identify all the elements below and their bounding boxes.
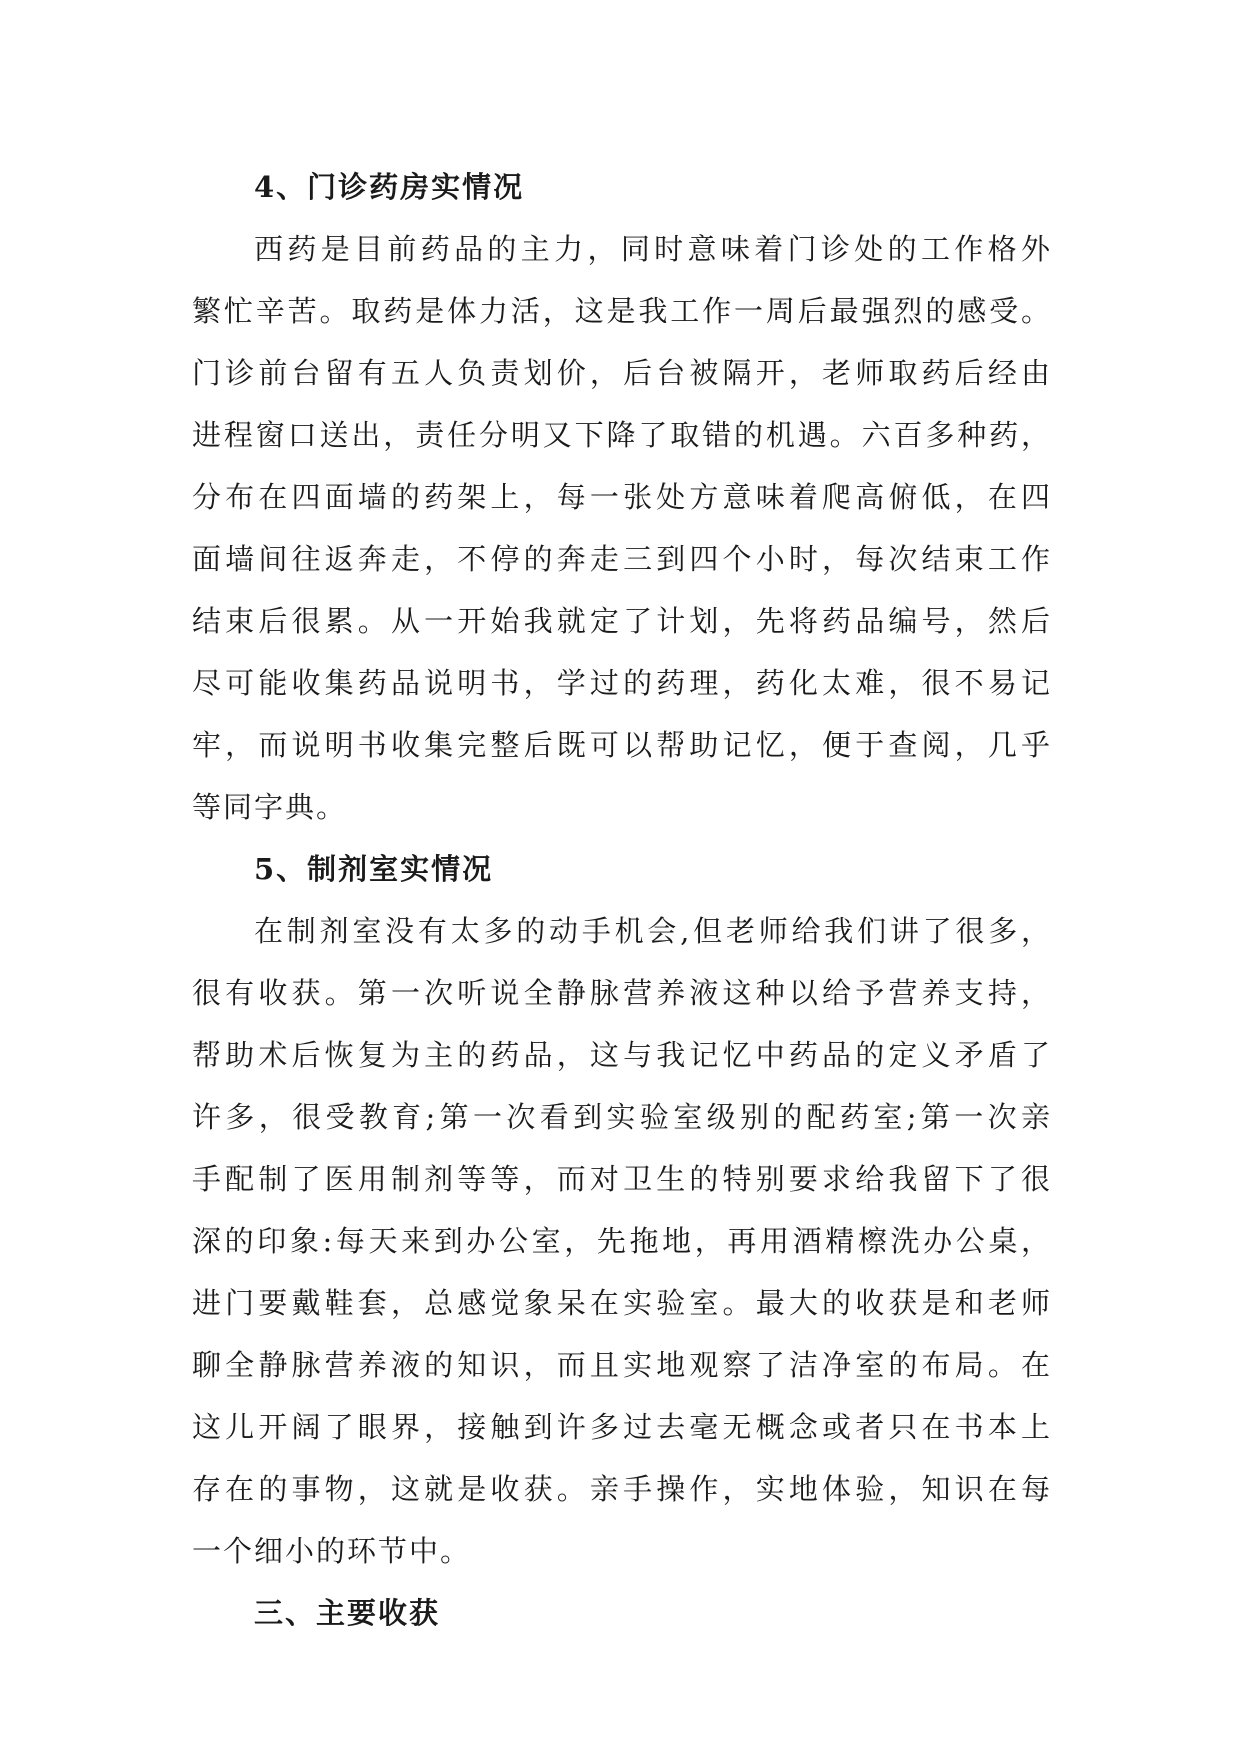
section-heading-pharmacy: 4、门诊药房实情况 xyxy=(254,170,525,204)
paragraph-line: 进门要戴鞋套，总感觉象呆在实验室。最大的收获是和老师 xyxy=(192,1286,1050,1320)
paragraph-pharmacy xyxy=(192,218,1050,838)
section-heading-main-gains: 三、主要收获 xyxy=(254,1596,441,1630)
paragraph-line: 牢，而说明书收集完整后既可以帮助记忆，便于查阅，几乎 xyxy=(192,728,1050,762)
paragraph-line: 繁忙辛苦。取药是体力活，这是我工作一周后最强烈的感受。 xyxy=(192,294,1050,328)
paragraph-line: 西药是目前药品的主力，同时意味着门诊处的工作格外 xyxy=(254,232,1050,266)
paragraph-line: 在制剂室没有太多的动手机会,但老师给我们讲了很多， xyxy=(254,914,1050,948)
paragraph-line: 聊全静脉营养液的知识，而且实地观察了洁净室的布局。在 xyxy=(192,1348,1050,1382)
paragraph-line: 深的印象:每天来到办公室，先拖地，再用酒精檫洗办公桌， xyxy=(192,1224,1050,1258)
paragraph-line: 存在的事物，这就是收获。亲手操作，实地体验，知识在每 xyxy=(192,1472,1050,1506)
paragraph-line: 结束后很累。从一开始我就定了计划，先将药品编号，然后 xyxy=(192,604,1050,638)
paragraph-line: 等同字典。 xyxy=(192,790,348,824)
paragraph-line: 很有收获。第一次听说全静脉营养液这种以给予营养支持， xyxy=(192,976,1050,1010)
paragraph-line: 手配制了医用制剂等等，而对卫生的特别要求给我留下了很 xyxy=(192,1162,1050,1196)
paragraph-line: 分布在四面墙的药架上，每一张处方意味着爬高俯低，在四 xyxy=(192,480,1050,514)
paragraph-preparation-room xyxy=(192,900,1050,1582)
paragraph-line: 尽可能收集药品说明书，学过的药理，药化太难，很不易记 xyxy=(192,666,1050,700)
paragraph-line: 门诊前台留有五人负责划价，后台被隔开，老师取药后经由 xyxy=(192,356,1050,390)
paragraph-line: 许多，很受教育;第一次看到实验室级别的配药室;第一次亲 xyxy=(192,1100,1050,1134)
paragraph-line: 一个细小的环节中。 xyxy=(192,1534,472,1568)
paragraph-line: 面墙间往返奔走，不停的奔走三到四个小时，每次结束工作 xyxy=(192,542,1050,576)
paragraph-line: 这儿开阔了眼界，接触到许多过去毫无概念或者只在书本上 xyxy=(192,1410,1050,1444)
section-heading-preparation-room: 5、制剂室实情况 xyxy=(254,852,494,886)
paragraph-line: 帮助术后恢复为主的药品，这与我记忆中药品的定义矛盾了 xyxy=(192,1038,1050,1072)
paragraph-line: 进程窗口送出，责任分明又下降了取错的机遇。六百多种药， xyxy=(192,418,1050,452)
document-body xyxy=(192,156,1050,1644)
